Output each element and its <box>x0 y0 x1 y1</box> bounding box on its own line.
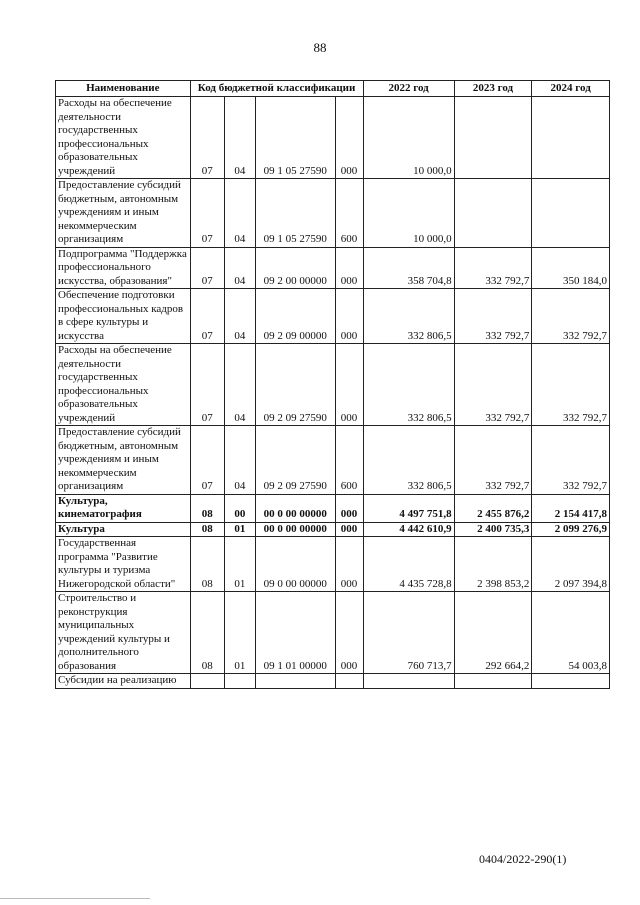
row-name: Расходы на обеспечение деятельности государственных профессиональных образовательных учреждений <box>56 344 191 426</box>
code-subsection: 04 <box>224 289 255 344</box>
header-2023: 2023 год <box>454 81 532 97</box>
value-2024: 2 099 276,9 <box>532 522 610 537</box>
value-2023 <box>454 674 532 689</box>
value-2023: 2 455 876,2 <box>454 494 532 522</box>
value-2024: 350 184,0 <box>532 247 610 289</box>
table-row <box>56 494 610 522</box>
value-2023: 332 792,7 <box>454 247 532 289</box>
code-section: 08 <box>190 537 224 592</box>
row-name: Предоставление субсидий бюджетным, автономным учреждениям и иным некоммерческим организациям <box>56 179 191 248</box>
value-2024: 2 097 394,8 <box>532 537 610 592</box>
value-2023: 2 398 853,2 <box>454 537 532 592</box>
table-row <box>56 247 610 289</box>
row-name: Культура <box>56 522 191 537</box>
value-2023: 292 664,2 <box>454 592 532 674</box>
table-row <box>56 289 610 344</box>
row-name: Строительство и реконструкция муниципальных учреждений культуры и дополнительного образования <box>56 592 191 674</box>
table-row <box>56 537 610 592</box>
row-name: Подпрограмма "Поддержка профессионального искусства, образования" <box>56 247 191 289</box>
code-section: 07 <box>190 179 224 248</box>
code-subsection: 04 <box>224 344 255 426</box>
code-subsection: 00 <box>224 494 255 522</box>
value-2022: 760 713,7 <box>363 592 454 674</box>
code-subsection: 04 <box>224 247 255 289</box>
code-expense-type: 000 <box>335 522 363 537</box>
code-section: 07 <box>190 97 224 179</box>
value-2023: 332 792,7 <box>454 289 532 344</box>
header-name: Наименование <box>56 81 191 97</box>
page-number: 88 <box>313 40 327 55</box>
table-row <box>56 344 610 426</box>
code-target: 09 0 00 00000 <box>255 537 335 592</box>
table-row <box>56 179 610 248</box>
value-2023: 2 400 735,3 <box>454 522 532 537</box>
code-section: 07 <box>190 344 224 426</box>
budget-table <box>55 80 610 689</box>
code-expense-type: 600 <box>335 179 363 248</box>
value-2022: 4 497 751,8 <box>363 494 454 522</box>
code-section: 07 <box>190 426 224 495</box>
code-section: 07 <box>190 289 224 344</box>
row-name: Культура, кинематография <box>56 494 191 522</box>
header-2022: 2022 год <box>363 81 454 97</box>
code-subsection: 01 <box>224 522 255 537</box>
code-target <box>255 674 335 689</box>
table-row <box>56 522 610 537</box>
value-2023 <box>454 179 532 248</box>
table-row <box>56 426 610 495</box>
value-2022: 4 435 728,8 <box>363 537 454 592</box>
code-section <box>190 674 224 689</box>
value-2024: 332 792,7 <box>532 344 610 426</box>
code-target: 09 2 09 00000 <box>255 289 335 344</box>
code-section: 08 <box>190 494 224 522</box>
value-2022: 332 806,5 <box>363 426 454 495</box>
value-2022: 10 000,0 <box>363 179 454 248</box>
code-target: 09 1 05 27590 <box>255 179 335 248</box>
value-2024 <box>532 674 610 689</box>
header-code: Код бюджетной классификации <box>190 81 363 97</box>
code-expense-type: 000 <box>335 494 363 522</box>
code-expense-type: 000 <box>335 344 363 426</box>
code-expense-type <box>335 674 363 689</box>
code-expense-type: 000 <box>335 289 363 344</box>
code-section: 08 <box>190 592 224 674</box>
value-2024: 332 792,7 <box>532 289 610 344</box>
code-section: 07 <box>190 247 224 289</box>
document-code: 0404/2022-290(1) <box>479 852 567 866</box>
code-expense-type: 600 <box>335 426 363 495</box>
table-row <box>56 592 610 674</box>
value-2024: 332 792,7 <box>532 426 610 495</box>
code-subsection: 01 <box>224 537 255 592</box>
value-2022: 4 442 610,9 <box>363 522 454 537</box>
row-name: Обеспечение подготовки профессиональных кадров в сфере культуры и искусства <box>56 289 191 344</box>
code-target: 09 1 05 27590 <box>255 97 335 179</box>
code-target: 09 2 09 27590 <box>255 426 335 495</box>
code-target: 09 2 00 00000 <box>255 247 335 289</box>
code-expense-type: 000 <box>335 592 363 674</box>
value-2022: 332 806,5 <box>363 344 454 426</box>
code-expense-type: 000 <box>335 537 363 592</box>
value-2023: 332 792,7 <box>454 426 532 495</box>
value-2024: 54 003,8 <box>532 592 610 674</box>
code-section: 08 <box>190 522 224 537</box>
value-2022: 332 806,5 <box>363 289 454 344</box>
code-target: 09 2 09 27590 <box>255 344 335 426</box>
code-subsection: 01 <box>224 592 255 674</box>
value-2024: 2 154 417,8 <box>532 494 610 522</box>
scan-edge-line <box>0 898 150 899</box>
value-2024 <box>532 97 610 179</box>
header-2024: 2024 год <box>532 81 610 97</box>
code-subsection: 04 <box>224 426 255 495</box>
code-subsection: 04 <box>224 97 255 179</box>
code-target: 00 0 00 00000 <box>255 522 335 537</box>
row-name: Государственная программа "Развитие культуры и туризма Нижегородской области" <box>56 537 191 592</box>
table-row <box>56 674 610 689</box>
code-subsection <box>224 674 255 689</box>
value-2022: 10 000,0 <box>363 97 454 179</box>
value-2023 <box>454 97 532 179</box>
header-row <box>56 81 610 97</box>
code-expense-type: 000 <box>335 97 363 179</box>
row-name: Субсидии на реализацию <box>56 674 191 689</box>
code-subsection: 04 <box>224 179 255 248</box>
code-target: 09 1 01 00000 <box>255 592 335 674</box>
value-2023: 332 792,7 <box>454 344 532 426</box>
value-2024 <box>532 179 610 248</box>
value-2022 <box>363 674 454 689</box>
value-2022: 358 704,8 <box>363 247 454 289</box>
code-target: 00 0 00 00000 <box>255 494 335 522</box>
table-row <box>56 97 610 179</box>
code-expense-type: 000 <box>335 247 363 289</box>
row-name: Предоставление субсидий бюджетным, автономным учреждениям и иным некоммерческим организациям <box>56 426 191 495</box>
row-name: Расходы на обеспечение деятельности государственных профессиональных образовательных учреждений <box>56 97 191 179</box>
